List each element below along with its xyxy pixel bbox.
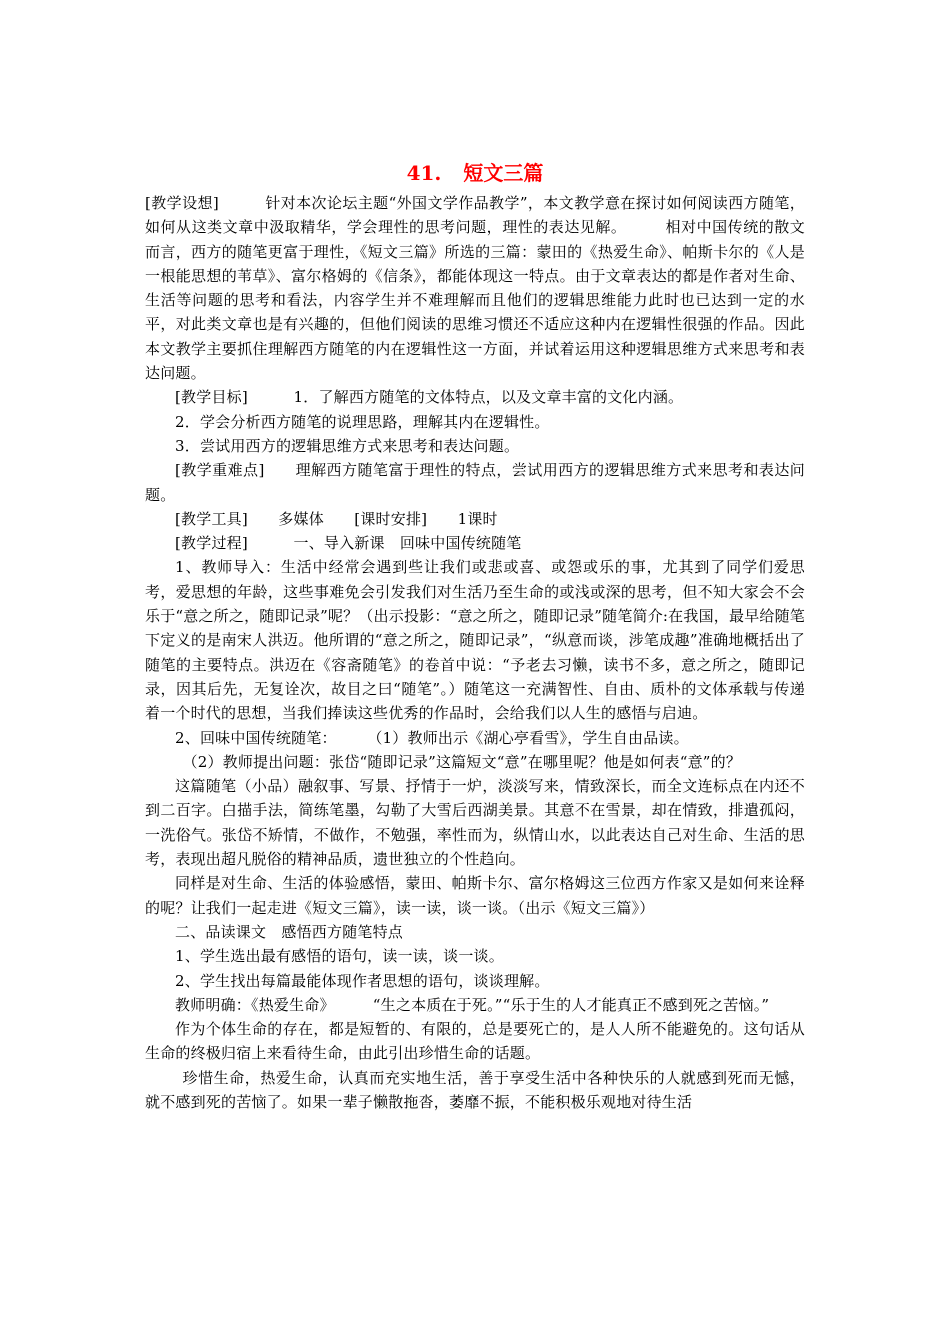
paragraph-key-points: [教学重难点] 理解西方随笔富于理性的特点，尝试用西方的逻辑思维方式来思考和表达问题。 (145, 461, 805, 504)
title-number: 41. (406, 161, 442, 185)
paragraph-review: 2、回味中国传统随笔： （1）教师出示《湖心亭看雪》，学生自由品读。 (175, 728, 689, 747)
document-body (145, 191, 805, 1114)
paragraph-question: （2）教师提出问题：张岱“随即记录”这篇短文“意”在哪里呢？他是如何表“意”的？ (182, 752, 742, 771)
paragraph-step-1: 1、学生选出最有感悟的语句，读一读，谈一谈。 (175, 947, 504, 966)
paragraph-analysis: 这篇随笔（小品）融叙事、写景、抒情于一炉，淡淡写来，情致深长，而全文连标点在内还不到二百字。白描手法，简练笔墨，勾勒了大雪后西湖美景。其意不在雪景，却在情致，排遣孤闷，一洗俗气。张岱不矫情，不做作，不勉强，率性而为，纵情山水，以此表达自己对生命、生活的思考，表现出超凡脱俗的精神品质，遗世独立的个性趋向。 (145, 777, 805, 869)
paragraph-teacher-note: 教师明确：《热爱生命》 “生之本质在于死。”“乐于生的人才能真正不感到死之苦恼。” (175, 995, 770, 1014)
paragraph-intro: 1、教师导入：生活中经常会遇到些让我们或悲或喜、或怨或乐的事，尤其到了同学们爱思考，爱思想的年龄，这些事难免会引发我们对生活乃至生命的或浅或深的思考，但不知大家会不会乐于“意之所之，随即记录”呢？（出示投影：“意之所之，随即记录”随笔简介:在我国，最早给随笔下定义的是南宋人洪迈。他所谓的“意之所之，随即记录”，“纵意而谈，涉笔成趣”准确地概括出了随笔的主要特点。洪迈在《容斋随笔》的卷首中说：“予老去习懒，读书不多，意之所之，随即记录，因其后先，无复诠次，故目之曰“随笔”。）随笔这一充满智性、自由、质朴的文体承载与传递着一个时代的思想，当我们捧读这些优秀的作品时，会给我们以人生的感悟与启迪。 (145, 558, 805, 723)
paragraph-objective-2: 2．学会分析西方随笔的说理思路，理解其内在逻辑性。 (175, 412, 550, 431)
paragraph-life-finite: 作为个体生命的存在，都是短暂的、有限的，总是要死亡的，是人人所不能避免的。这句话从生命的终极归宿上来看待生命，由此引出珍惜生命的话题。 (145, 1020, 805, 1063)
paragraph-step-2: 2、学生找出每篇最能体现作者思想的语句，谈谈理解。 (175, 971, 550, 990)
paragraph-teaching-concept: [教学设想] 针对本次论坛主题“外国文学作品教学”，本文教学意在探讨如何阅读西方随笔，如何从这类文章中汲取精华，学会理性的思考问题，理性的表达见解。 相对中国传统的散文而言，西方的随笔更富于理性，《短文三篇》所选的三篇：蒙田的《热爱生命》、帕斯卡尔的《人是一根能思想的苇草》、富尔格姆的《信条》，都能体现这一特点。由于文章表达的都是作者对生命、生活等问题的思考和看法，内容学生并不难理解而且他们的逻辑思维能力此时也已达到一定的水平，对此类文章也是有兴趣的，但他们阅读的思维习惯还不适应这种内在逻辑性很强的作品。因此本文教学主要抓住理解西方随笔的内在逻辑性这一方面，并试着运用这种逻辑思维方式来思考和表达问题。 (145, 194, 805, 383)
document-title (145, 157, 805, 189)
title-text: 短文三篇 (463, 161, 544, 185)
paragraph-tools: [教学工具] 多媒体 [课时安排] 1课时 (175, 509, 498, 528)
paragraph-objective-1: [教学目标] 1．了解西方随笔的文体特点，以及文章丰富的文化内涵。 (175, 388, 684, 407)
paragraph-cherish-life: 珍惜生命，热爱生命，认真而充实地生活，善于享受生活中各种快乐的人就感到死而无憾，就不感到死的苦恼了。如果一辈子懒散拖沓，萎靡不振，不能积极乐观地对待生活 (145, 1068, 805, 1111)
paragraph-section-2: 二、品读课文 感悟西方随笔特点 (175, 922, 404, 941)
paragraph-objective-3: 3．尝试用西方的逻辑思维方式来思考和表达问题。 (175, 436, 520, 455)
paragraph-process: [教学过程] 一、导入新课 回味中国传统随笔 (175, 534, 522, 553)
paragraph-transition: 同样是对生命、生活的体验感悟，蒙田、帕斯卡尔、富尔格姆这三位西方作家又是如何来诠释的呢？让我们一起走进《短文三篇》，读一读，谈一谈。（出示《短文三篇》） (145, 874, 805, 917)
